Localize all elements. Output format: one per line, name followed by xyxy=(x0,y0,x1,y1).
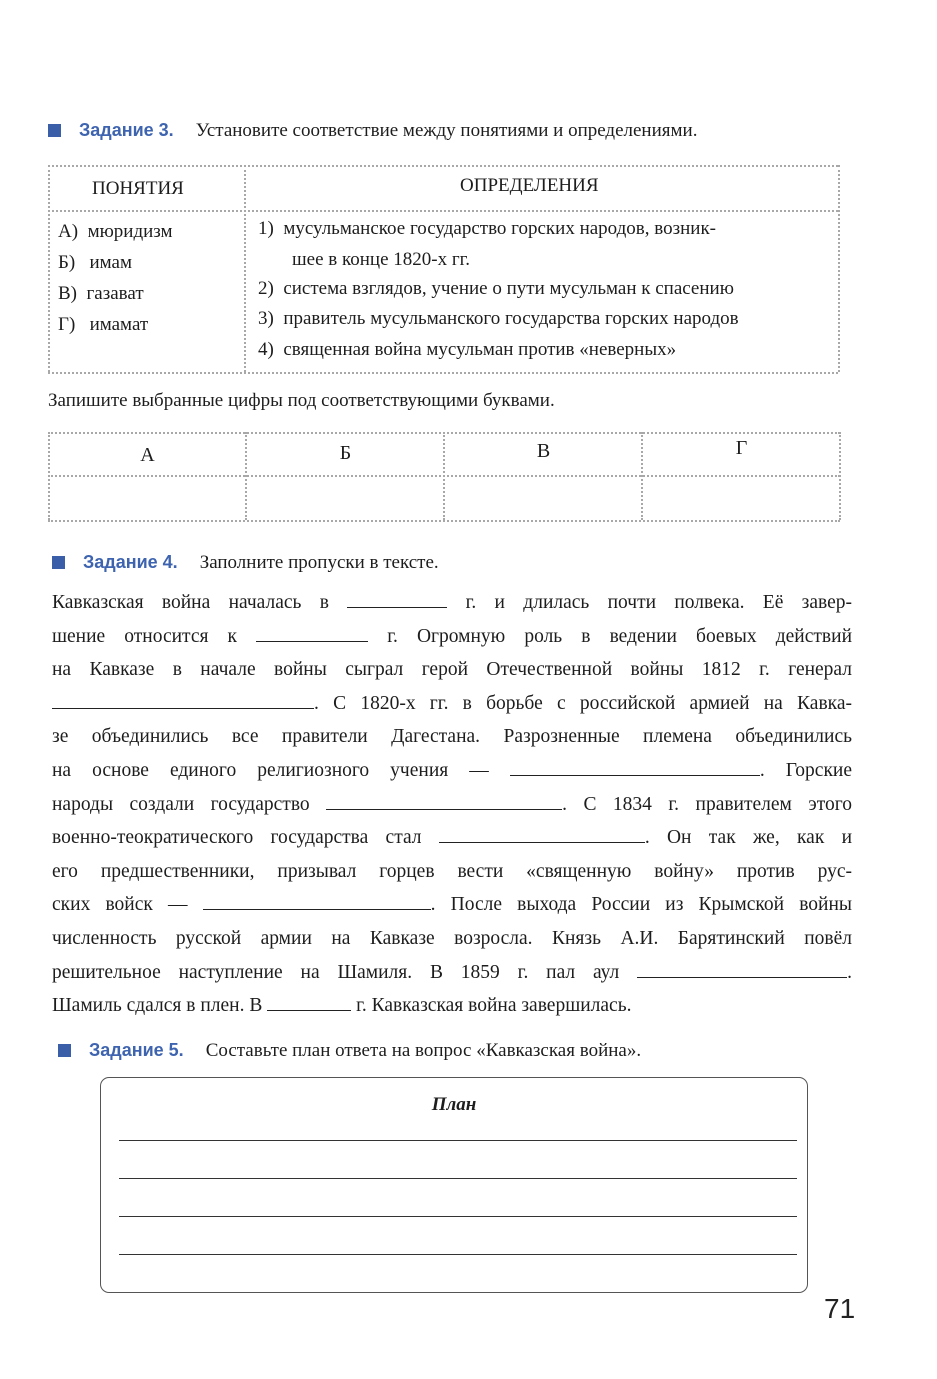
concept-item xyxy=(58,283,144,305)
concept-key: В) xyxy=(58,283,77,304)
plan-line[interactable] xyxy=(119,1254,797,1255)
blank-holy-war[interactable] xyxy=(203,891,431,910)
answer-column-a: А xyxy=(140,444,155,466)
paragraph-line: военно-теократического государства стал . Он так же, как и xyxy=(52,821,852,855)
page-number: 71 xyxy=(824,1293,856,1324)
definition-text: правитель мусульманского государства горских народов xyxy=(283,308,739,329)
blank-religious-teaching[interactable] xyxy=(510,757,760,776)
definition-key: 3) xyxy=(258,308,274,329)
definition-item xyxy=(258,308,739,330)
definitions-header: ОПРЕДЕЛЕНИЯ xyxy=(460,175,599,196)
definition-key: 2) xyxy=(258,278,274,299)
definition-item xyxy=(258,218,716,240)
plan-line[interactable] xyxy=(119,1178,797,1179)
blank-aul[interactable] xyxy=(637,959,847,978)
answer-column-g: Г xyxy=(735,437,748,459)
blank-final-year[interactable] xyxy=(267,992,351,1011)
concept-item xyxy=(58,314,148,336)
task4-instruction: Заполните пропуски в тексте. xyxy=(199,552,439,573)
paragraph-line: . С 1820-х гг. в борьбе с российской армией на Кавка- xyxy=(52,687,852,721)
answer-col-divider xyxy=(245,432,247,520)
blank-general[interactable] xyxy=(52,690,314,709)
task3-instruction: Установите соответствие между понятиями и определениями. xyxy=(195,120,698,141)
fill-in-paragraph xyxy=(52,586,852,1023)
answer-col-divider xyxy=(641,432,643,520)
definition-text: мусульманское государство горских народов, возник- xyxy=(283,218,716,239)
answer-column-b: Б xyxy=(339,442,352,464)
task3-heading xyxy=(48,120,697,142)
concept-text: имамат xyxy=(89,314,149,335)
task5-instruction: Составьте план ответа на вопрос «Кавказская война». xyxy=(205,1040,642,1061)
definition-text: священная война мусульман против «неверных» xyxy=(283,339,677,360)
plan-line[interactable] xyxy=(119,1140,797,1141)
answer-col-divider xyxy=(443,432,445,520)
blank-ruler[interactable] xyxy=(439,824,645,843)
answer-cell-g[interactable] xyxy=(644,484,839,514)
plan-box xyxy=(100,1077,808,1293)
concept-key: А) xyxy=(58,221,79,242)
definition-text: система взглядов, учение о пути мусульман к спасению xyxy=(283,278,734,299)
paragraph-line: решительное наступление на Шамиля. В 1859 г. пал аул . xyxy=(52,956,852,990)
table-border-left xyxy=(48,165,50,372)
task3-label: Задание 3. xyxy=(79,120,174,140)
definition-key: 4) xyxy=(258,339,274,360)
concept-key: Б) xyxy=(58,252,76,273)
plan-line[interactable] xyxy=(119,1216,797,1217)
task5-label: Задание 5. xyxy=(89,1040,184,1060)
concepts-header: ПОНЯТИЯ xyxy=(92,178,184,199)
plan-title: План xyxy=(431,1094,477,1115)
concept-text: имам xyxy=(89,252,133,273)
task5-heading xyxy=(58,1040,641,1062)
paragraph-line: Шамиль сдался в плен. В г. Кавказская война завершилась. xyxy=(52,989,852,1023)
task4-label: Задание 4. xyxy=(83,552,178,572)
concept-item xyxy=(58,252,132,274)
definition-key: 1) xyxy=(258,218,274,239)
answer-cell-v[interactable] xyxy=(446,484,641,514)
answer-border-bottom xyxy=(48,520,840,522)
blank-state[interactable] xyxy=(326,791,562,810)
concept-item xyxy=(58,221,173,243)
paragraph-line: численность русской армии на Кавказе возросла. Князь А.И. Барятинский повёл xyxy=(52,927,852,949)
definition-continuation: шее в конце 1820-х гг. xyxy=(292,249,471,270)
table-column-divider xyxy=(244,165,246,372)
answer-cell-a[interactable] xyxy=(50,484,245,514)
paragraph-line: зе объединились все правители Дагестана. Разрозненные племена объединились xyxy=(52,726,852,748)
blank-end-year[interactable] xyxy=(256,623,368,642)
concept-key: Г) xyxy=(58,314,76,335)
answer-cell-b[interactable] xyxy=(248,484,443,514)
answer-column-v: В xyxy=(536,440,551,462)
table-border-right xyxy=(838,165,840,372)
square-bullet-icon xyxy=(48,124,61,137)
table-header-divider xyxy=(48,210,838,212)
table-border-top xyxy=(48,165,838,167)
concept-text: газават xyxy=(86,283,144,304)
answer-border-right xyxy=(839,432,841,520)
paragraph-line: шение относится к г. Огромную роль в ведении боевых действий xyxy=(52,620,852,654)
paragraph-line: его предшественники, призывал горцев вести «священную войну» против рус- xyxy=(52,860,852,882)
concept-text: мюридизм xyxy=(87,221,173,242)
answer-instruction: Запишите выбранные цифры под соответствующими буквами. xyxy=(48,390,555,411)
paragraph-line: Кавказская война началась в г. и длилась почти полвека. Её завер- xyxy=(52,586,852,620)
definition-item xyxy=(258,278,734,300)
blank-start-year[interactable] xyxy=(347,589,447,608)
paragraph-line: ских войск — . После выхода России из Крымской войны xyxy=(52,888,852,922)
paragraph-line: на основе единого религиозного учения — . Горские xyxy=(52,754,852,788)
paragraph-line: на Кавказе в начале войны сыграл герой Отечественной войны 1812 г. генерал xyxy=(52,659,852,681)
square-bullet-icon xyxy=(58,1044,71,1057)
definition-item xyxy=(258,339,676,361)
square-bullet-icon xyxy=(52,556,65,569)
paragraph-line: народы создали государство . С 1834 г. правителем этого xyxy=(52,788,852,822)
task4-heading xyxy=(52,552,439,574)
table-border-bottom xyxy=(48,372,838,374)
